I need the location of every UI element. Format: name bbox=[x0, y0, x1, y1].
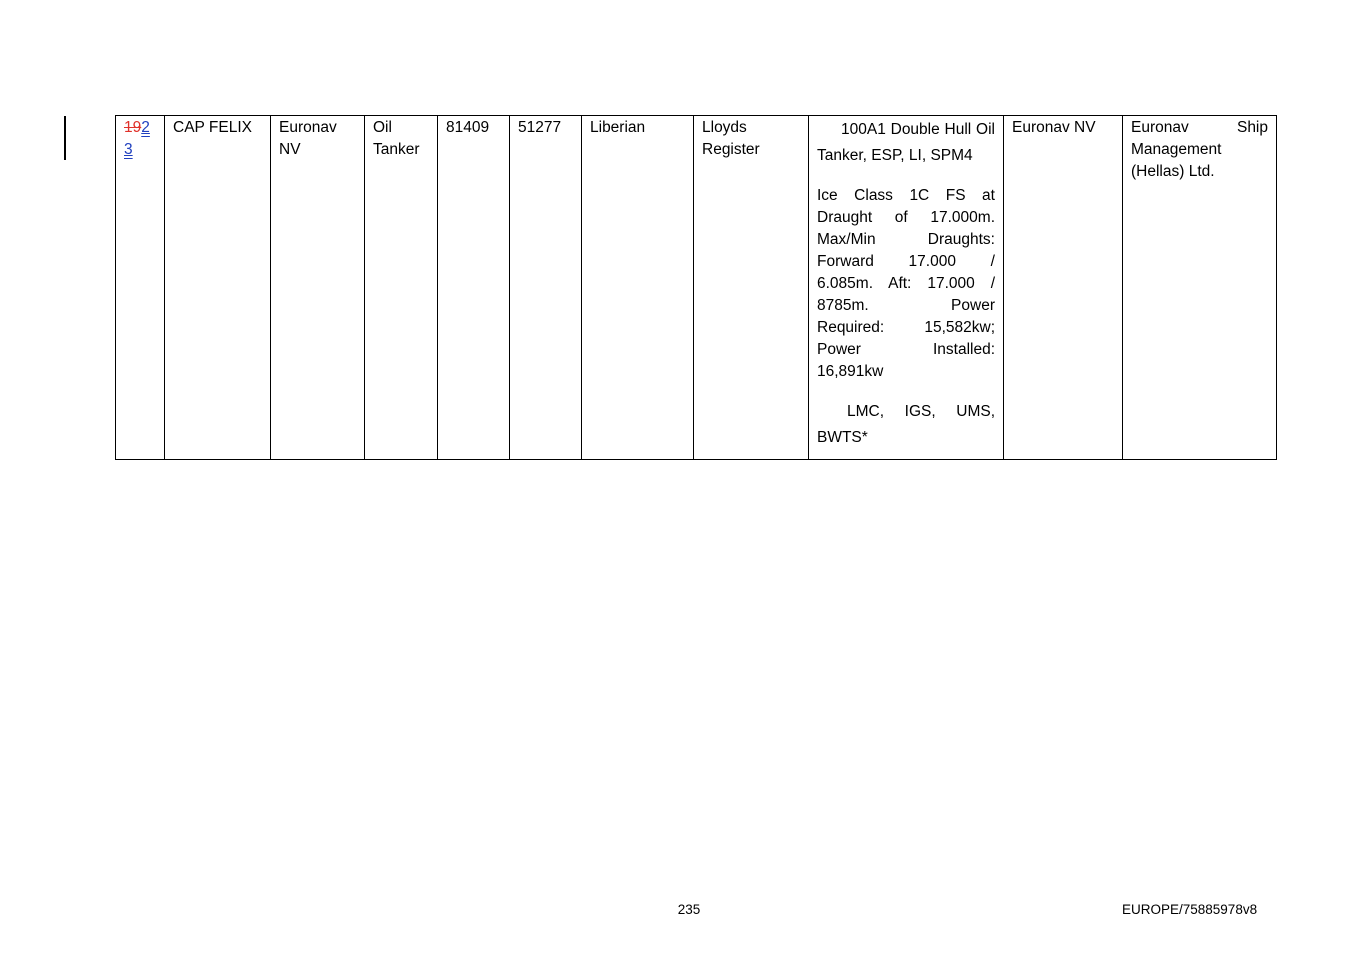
deleted-row-number: 19 bbox=[124, 119, 142, 136]
class-notation-ice-line: Required: 15,582kw; bbox=[817, 319, 995, 336]
class-notation-ice-line: Draught of 17.000m. bbox=[817, 209, 995, 226]
net-tonnage-cell: 51277 bbox=[510, 116, 582, 460]
class-notation-ice-line: 16,891kw bbox=[817, 363, 884, 380]
class-notation-ice-line: Ice Class 1C FS at bbox=[817, 187, 995, 204]
class-notation-systems: LMC, IGS, UMS, BWTS* bbox=[817, 403, 995, 446]
table-row bbox=[116, 116, 1277, 460]
class-notation-ice-line: Max/Min Draughts: bbox=[817, 231, 995, 248]
manager-cell bbox=[1123, 116, 1277, 460]
manager-line: Management bbox=[1131, 141, 1222, 158]
class-notation-ice-line: Forward 17.000 / bbox=[817, 253, 995, 270]
classification-society-cell: Lloyds Register bbox=[694, 116, 809, 460]
class-notation-ice-line: 6.085m. Aft: 17.000 / bbox=[817, 275, 995, 292]
class-notation-main: 100A1 Double Hull Oil Tanker, ESP, LI, SPM4 bbox=[817, 121, 995, 164]
flag-cell: Liberian bbox=[582, 116, 694, 460]
inserted-row-number-part-1: 2 bbox=[141, 119, 150, 136]
class-notation-ice bbox=[817, 185, 995, 383]
operator-cell: Euronav NV bbox=[1004, 116, 1123, 460]
inserted-row-number-part-2: 3 bbox=[124, 141, 133, 158]
vessel-table bbox=[115, 115, 1277, 460]
change-bar bbox=[64, 116, 66, 160]
owner-cell: Euronav NV bbox=[271, 116, 365, 460]
vessel-type-cell: Oil Tanker bbox=[365, 116, 438, 460]
class-notation-cell bbox=[809, 116, 1004, 460]
class-notation-ice-line: Power Installed: bbox=[817, 341, 995, 358]
row-number-cell bbox=[116, 116, 165, 460]
manager-line: Euronav Ship bbox=[1131, 119, 1268, 136]
document-reference: EUROPE/75885978v8 bbox=[1122, 902, 1258, 917]
gross-tonnage-cell: 81409 bbox=[438, 116, 510, 460]
page-number: 235 bbox=[677, 902, 701, 917]
vessel-name-cell: CAP FELIX bbox=[165, 116, 271, 460]
manager-line: (Hellas) Ltd. bbox=[1131, 163, 1215, 180]
class-notation-ice-line: 8785m. Power bbox=[817, 297, 995, 314]
